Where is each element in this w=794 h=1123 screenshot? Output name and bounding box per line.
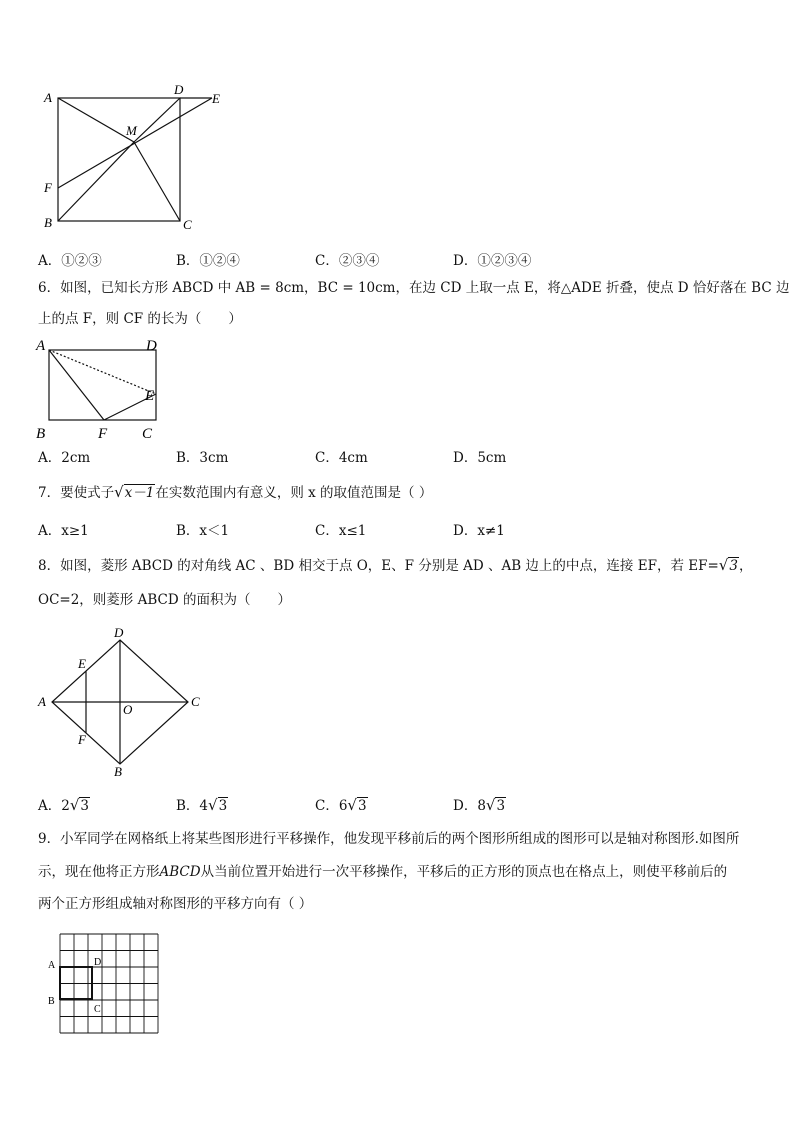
- q9-label-d: D: [94, 957, 102, 968]
- q7-option-c: C．x≤1: [315, 523, 367, 539]
- q8-label-c: C: [191, 694, 200, 709]
- q5-line-dm: [134, 98, 180, 142]
- q7-stem-pre: 7．要使式子: [38, 485, 115, 501]
- q9-stem-line2: [38, 862, 727, 882]
- q8-sqrt: √3: [718, 556, 738, 574]
- q6-line-ae-dotted: [49, 350, 156, 394]
- q6-line-af: [49, 350, 104, 420]
- q6-option-b: B．3cm: [176, 450, 229, 466]
- q5-label-d: D: [174, 82, 184, 97]
- q8-label-a: A: [38, 694, 46, 709]
- q6-option-c: C．4cm: [315, 450, 368, 466]
- q7-stem: [38, 482, 432, 503]
- q8-label-o: O: [123, 702, 133, 717]
- q5-line-cm: [134, 142, 180, 221]
- q6-label-a: A: [36, 338, 46, 354]
- q6-label-f: F: [98, 426, 108, 442]
- q6-option-d: D．5cm: [453, 450, 507, 466]
- q9-grid-lines: [60, 934, 158, 1033]
- q9-square-abcd: [60, 967, 92, 999]
- q9-stem-line2-post: 从当前位置开始进行一次平移操作，平移后的正方形的顶点也在格点上，则使平移前后的: [200, 864, 728, 880]
- q8-option-b: [176, 794, 228, 814]
- q7-option-a: A．x≥1: [38, 523, 89, 539]
- q9-label-a: A: [48, 960, 56, 971]
- q8-option-b-sqrt: √3: [208, 796, 228, 814]
- q8-option-d-radicand: 3: [496, 798, 506, 814]
- q5-option-c: C．②③④: [315, 253, 380, 269]
- q7-stem-post: 在实数范围内有意义，则 x 的取值范围是（ ）: [155, 485, 433, 501]
- q9-stem-line3: 两个正方形组成轴对称图形的平移方向有（ ）: [38, 896, 313, 912]
- q8-label-e: E: [78, 656, 86, 671]
- q9-label-b: B: [48, 996, 55, 1007]
- q6-figure: [34, 334, 174, 444]
- q9-label-c: C: [94, 1004, 101, 1015]
- q5-line-am: [58, 98, 134, 142]
- q8-option-a: [38, 794, 90, 814]
- q7-option-d: D．x≠1: [453, 523, 505, 539]
- q6-stem-line2: 上的点 F，则 CF 的长为（ ）: [38, 311, 242, 327]
- q9-stem-line2-abcd: ABCD: [159, 864, 201, 880]
- q8-option-a-prefix: A．2: [38, 798, 70, 814]
- q5-label-e: E: [212, 91, 220, 106]
- q8-option-c-radicand: 3: [357, 798, 367, 814]
- q8-option-b-prefix: B．4: [176, 798, 209, 814]
- q5-label-c: C: [183, 217, 192, 232]
- q5-option-b: B．①②④: [176, 253, 240, 269]
- q9-grid-figure: [42, 928, 166, 1036]
- q5-label-m: M: [126, 123, 137, 138]
- q8-option-b-radicand: 3: [218, 798, 228, 814]
- q8-option-c: [315, 794, 368, 814]
- q7-sqrt: √x－1: [114, 483, 155, 501]
- q8-label-f: F: [78, 732, 86, 747]
- q6-label-d: D: [146, 338, 157, 354]
- q8-label-b: B: [114, 764, 122, 779]
- q5-option-d: D．①②③④: [453, 253, 532, 269]
- q5-option-a: A．①②③: [38, 253, 102, 269]
- q7-radicand: x－1: [124, 485, 155, 501]
- q5-figure: [36, 82, 236, 232]
- q6-stem-line1: 6．如图，已知长方形 ABCD 中 AB = 8cm，BC = 10cm，在边 CD 上取一点 E，将△ADE 折叠，使点 D 恰好落在 BC 边: [38, 280, 790, 296]
- q6-option-a: A．2cm: [38, 450, 91, 466]
- q8-figure: [34, 622, 214, 782]
- q5-label-b: B: [44, 215, 52, 230]
- q8-stem-line1: [38, 555, 752, 576]
- q6-label-e: E: [145, 388, 155, 404]
- q8-label-d: D: [114, 625, 124, 640]
- q8-option-c-sqrt: √3: [347, 796, 367, 814]
- q8-option-c-prefix: C．6: [315, 798, 348, 814]
- q8-stem-line1-pre: 8．如图，菱形 ABCD 的对角线 AC 、BD 相交于点 O，E、F 分别是 AD 、AB 边上的中点，连接 EF，若 EF=: [38, 558, 719, 574]
- q8-option-d-sqrt: √3: [485, 796, 506, 814]
- q6-rectangle-abcd: [49, 350, 156, 420]
- q9-stem-line2-pre: 示，现在他将正方形: [38, 864, 160, 880]
- q8-option-a-radicand: 3: [80, 798, 89, 814]
- q8-option-a-sqrt: √3: [69, 796, 89, 814]
- q8-option-d: [453, 794, 506, 814]
- q8-stem-line2: OC=2，则菱形 ABCD 的面积为（ ）: [38, 592, 291, 608]
- q8-radicand: 3: [729, 558, 738, 574]
- q6-label-c: C: [142, 426, 153, 442]
- q9-stem-line1: 9．小军同学在网格纸上将某些图形进行平移操作，他发现平移前后的两个图形所组成的图形可以是轴对称图形.如图所: [38, 831, 740, 847]
- q8-stem-line1-post: ，: [738, 558, 753, 574]
- q5-label-a: A: [44, 90, 52, 105]
- q8-option-d-prefix: D．8: [453, 798, 486, 814]
- q6-label-b: B: [36, 426, 46, 442]
- q7-option-b: B．x＜1: [176, 523, 230, 539]
- q5-label-f: F: [44, 180, 52, 195]
